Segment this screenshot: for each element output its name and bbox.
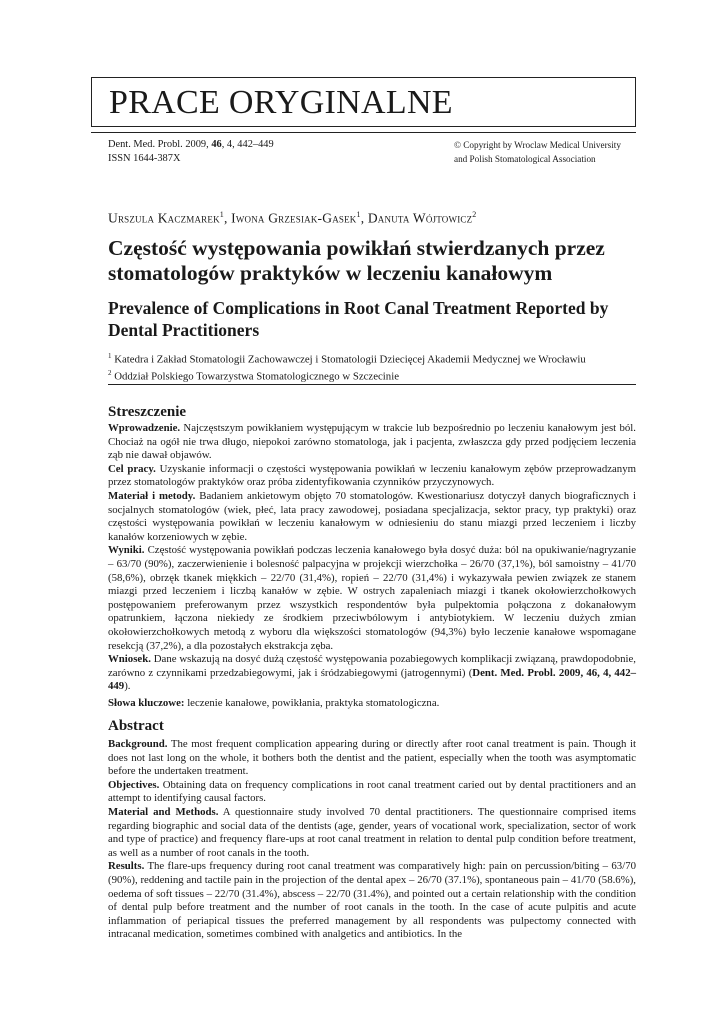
streszczenie-body bbox=[108, 422, 636, 694]
abstract-body bbox=[108, 738, 636, 942]
volume-number: 46 bbox=[211, 139, 222, 150]
author-name: Iwona Grzesiak-Gasek bbox=[231, 210, 357, 226]
abstract-paragraph: Objectives. Obtaining data on frequency complications in root canal treatment caried out by dental practitioners and an attempt to identifying causal factors. bbox=[108, 778, 636, 805]
copyright-block: © Copyright by Wroclaw Medical University and Polish Stomatological Association bbox=[454, 140, 621, 164]
section-header-box bbox=[91, 77, 636, 127]
abstract-paragraph: Background. The most frequent complication appearing during or directly after root canal treatment is pain. Though it does not last long on the whole, it bothers both the dentist and the patient, especially when the tooth was asymptomatic before the undertaken treatment. bbox=[108, 738, 636, 778]
citation-reference: Dent. Med. Probl. 2009, 46, 4, 442–449 bbox=[108, 666, 637, 693]
title-english: Prevalence of Complications in Root Canal Treatment Reported by Dental Practitioners bbox=[108, 298, 609, 340]
abstract-paragraph: Materiał i metody. Badaniem ankietowym objęto 70 stomatologów. Kwestionariusz dotyczył danych biograficznych i socjalnych stomatologów (wiek, płeć, lata pracy zawodowej, posiadana specjalizacja, sektor pracy, typ praktyki) oraz częstości występowania powikłań w leczeniu kanałowym w odniesieniu do stanu miazgi przed leczeniem i liczby kanałów korzeniowych w zębie. bbox=[108, 489, 636, 543]
affiliations bbox=[108, 350, 586, 384]
title-polish: Częstość występowania powikłań stwierdzanych przez stomatologów praktyków w leczeniu kanałowym bbox=[108, 236, 605, 285]
section-title: PRACE ORYGINALNE bbox=[109, 84, 453, 121]
abstract-heading: Abstract bbox=[108, 718, 164, 734]
author-list: Urszula Kaczmarek$^1$, Iwona Grzesiak-Gasek$^1$, Danuta Wójtowicz$^2$ bbox=[108, 210, 477, 226]
abstract-paragraph: Material and Methods. A questionnaire study involved 70 dental practitioners. The questionnaire comprised items regarding biographic and social data of the dentists (age, gender, years of vocational work, specialization, sector of work and type of practice) and frequency flare-ups at root canal treatment in relation to dental pulp condition before treatment, as well as a number of root canals in the tooth. bbox=[108, 805, 636, 859]
abstract-paragraph: Wniosek. Dane wskazują na dosyć dużą częstość występowania pozabiegowych komplikacji związaną, prawdopodobnie, zarówno z czynnikami przedzabiegowymi, jak i śródzabiegowymi (jatrogennymi) (Dent. Med. Probl. 2009, 46, 4, 442–449). bbox=[108, 653, 637, 693]
citation-line: Dent. Med. Probl. 2009, 46, 4, 442–449 bbox=[108, 139, 274, 150]
author-name: Urszula Kaczmarek bbox=[108, 210, 220, 226]
abstract-paragraph: Wprowadzenie. Najczęstszym powikłaniem występującym w trakcie lub bezpośrednio po leczeniu kanałowym jest ból. Chociaż na ogół nie trwa długo, niepokoi zarówno stomatologa, jak i pacjenta, zwłaszcza gdy przed podjęciem leczenia ząb nie dawał objawów. bbox=[108, 422, 636, 462]
affiliation-line: $^1$ Katedra i Zakład Stomatologii Zachowawczej i Stomatologii Dziecięcej Akademii Medycznej we Wrocławiu bbox=[108, 352, 586, 366]
affiliation-line: $^2$ Oddział Polskiego Towarzystwa Stomatologicznego w Szczecinie bbox=[108, 369, 399, 383]
header-rule bbox=[91, 132, 636, 133]
keywords-line: Słowa kluczowe: leczenie kanałowe, powikłania, praktyka stomatologiczna. bbox=[108, 697, 440, 709]
citation-block bbox=[108, 138, 274, 166]
abstract-paragraph: Results. The flare-ups frequency during root canal treatment was comparatively high: pain on percussion/biting – 63/70 (90%), reddening and tactile pain in the projection of the dental apex – 26/70 (37.1%), spontaneous pain – 41/70 (58.6%), oedema of soft tissues – 22/70 (31.4%), abscess – 22/70 (31.4%), and pointed out a certain relationship with the condition of dental pulp before treatment and the number of root canals in the tooth. In the case of acute pulpitis and acute inflammation of periapical tissues the preferred management by all respondents was pulpectomy connected with intracanal medication, sometimes combined with analgetics and antibiotics. In the bbox=[108, 860, 636, 941]
abstract-paragraph: Cel pracy. Uzyskanie informacji o częstości występowania powikłań w leczeniu kanałowym zębów przeprowadzanym przez stomatologów praktyków oraz próba zidentyfikowania czynników przyczynowych. bbox=[108, 462, 637, 489]
issn-line: ISSN 1644-387X bbox=[108, 153, 181, 164]
author-name: Danuta Wójtowicz bbox=[367, 210, 473, 226]
affiliation-rule bbox=[108, 384, 636, 385]
abstract-paragraph: Wyniki. Częstość występowania powikłań podczas leczenia kanałowego była dosyć duża: ból na opukiwanie/nagryzanie – 63/70 (90%), zaczerwienienie i bolesność palpacyjna w projekcji wierzchołka – 26/70 (37,1%), ból samoistny – 41/70 (58,6%), obrzęk tkanek miękkich – 22/70 (31,4%), ropień – 22/70 (31,4%) i wykazywała pewien związek ze stanem miazgi przed leczeniem i liczbą kanałów w zębie. W ostrych zapaleniach miazgi i tkanek okołowierzchołkowych postępowaniem preferowanym przez wszystkich respondentów była pulpektomia połączona z dokanałowym opatrunkiem, łączona niekiedy ze środkiem przeciwbólowym i antybiotykiem. W leczeniu dużych zmian okołowierzchołkowych metodą z wyboru dla większości stomatologów (94,3%) było leczenie kanałowe wspomagane resekcją (37,2%), a dla pozostałych ekstrakcja zęba. bbox=[108, 544, 636, 652]
streszczenie-heading: Streszczenie bbox=[108, 404, 187, 420]
